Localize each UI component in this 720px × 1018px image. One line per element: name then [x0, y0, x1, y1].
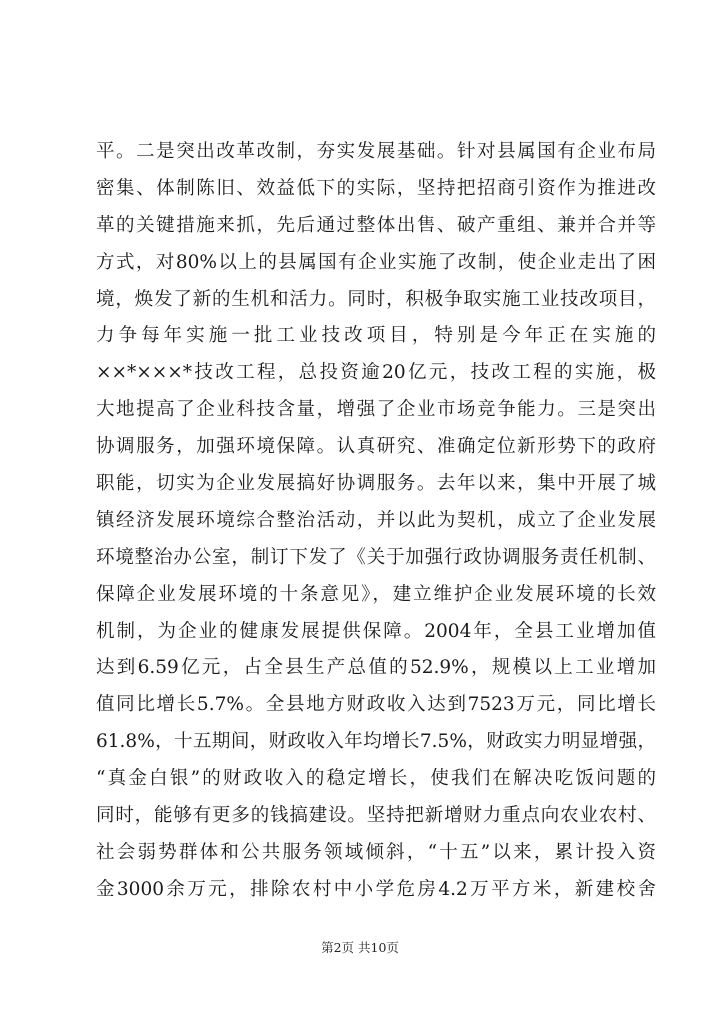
text-line-9: 协调服务，加强环境保障。认真研究、准确定位新形势下的政府 [96, 436, 656, 458]
text-line-2: 密集、体制陈旧、效益低下的实际，坚持把招商引资作为推进改 [96, 177, 656, 199]
text-line-5: 境，焕发了新的生机和活力。同时，积极争取实施工业技改项目， [96, 288, 656, 310]
text-line-17: 61.8%，十五期间，财政收入年均增长7.5%，财政实力明显增强， [96, 731, 656, 753]
text-line-18: “真金白银”的财政收入的稳定增长，使我们在解决吃饭问题的 [96, 768, 656, 790]
text-line-13: 保障企业发展环境的十条意见》，建立维护企业发展环境的长效 [96, 583, 656, 605]
body-text [96, 134, 656, 909]
text-line-1: 平。二是突出改革改制，夯实发展基础。针对县属国有企业布局 [96, 141, 656, 162]
text-line-11: 镇经济发展环境综合整治活动，并以此为契机，成立了企业发展 [96, 509, 656, 531]
text-line-19: 同时，能够有更多的钱搞建设。坚持把新增财力重点向农业农村、 [96, 805, 656, 827]
text-line-15: 达到6.59亿元，占全县生产总值的52.9%，规模以上工业增加 [96, 657, 656, 679]
text-line-3: 革的关键措施来抓，先后通过整体出售、破产重组、兼并合并等 [96, 214, 656, 236]
text-line-6: 力争每年实施一批工业技改项目，特别是今年正在实施的 [96, 325, 656, 347]
text-line-12: 环境整治办公室，制订下发了《关于加强行政协调服务责任机制、 [96, 546, 656, 568]
text-line-7: ××*×××*技改工程，总投资逾20亿元，技改工程的实施，极 [96, 362, 656, 384]
text-line-14: 机制，为企业的健康发展提供保障。2004年，全县工业增加值 [96, 620, 656, 642]
text-line-10: 职能，切实为企业发展搞好协调服务。去年以来，集中开展了城 [96, 473, 656, 495]
text-line-16: 值同比增长5.7%。全县地方财政收入达到7523万元，同比增长 [96, 694, 656, 716]
page-number-footer: 第2页 共10页 [321, 940, 399, 955]
text-line-20: 社会弱势群体和公共服务领域倾斜，“十五”以来，累计投入资 [96, 841, 656, 863]
text-line-4: 方式，对80%以上的县属国有企业实施了改制，使企业走出了困 [96, 251, 656, 273]
text-line-8: 大地提高了企业科技含量，增强了企业市场竞争能力。三是突出 [96, 399, 656, 421]
text-line-21: 金3000余万元，排除农村中小学危房4.2万平方米，新建校舍 [96, 878, 656, 900]
